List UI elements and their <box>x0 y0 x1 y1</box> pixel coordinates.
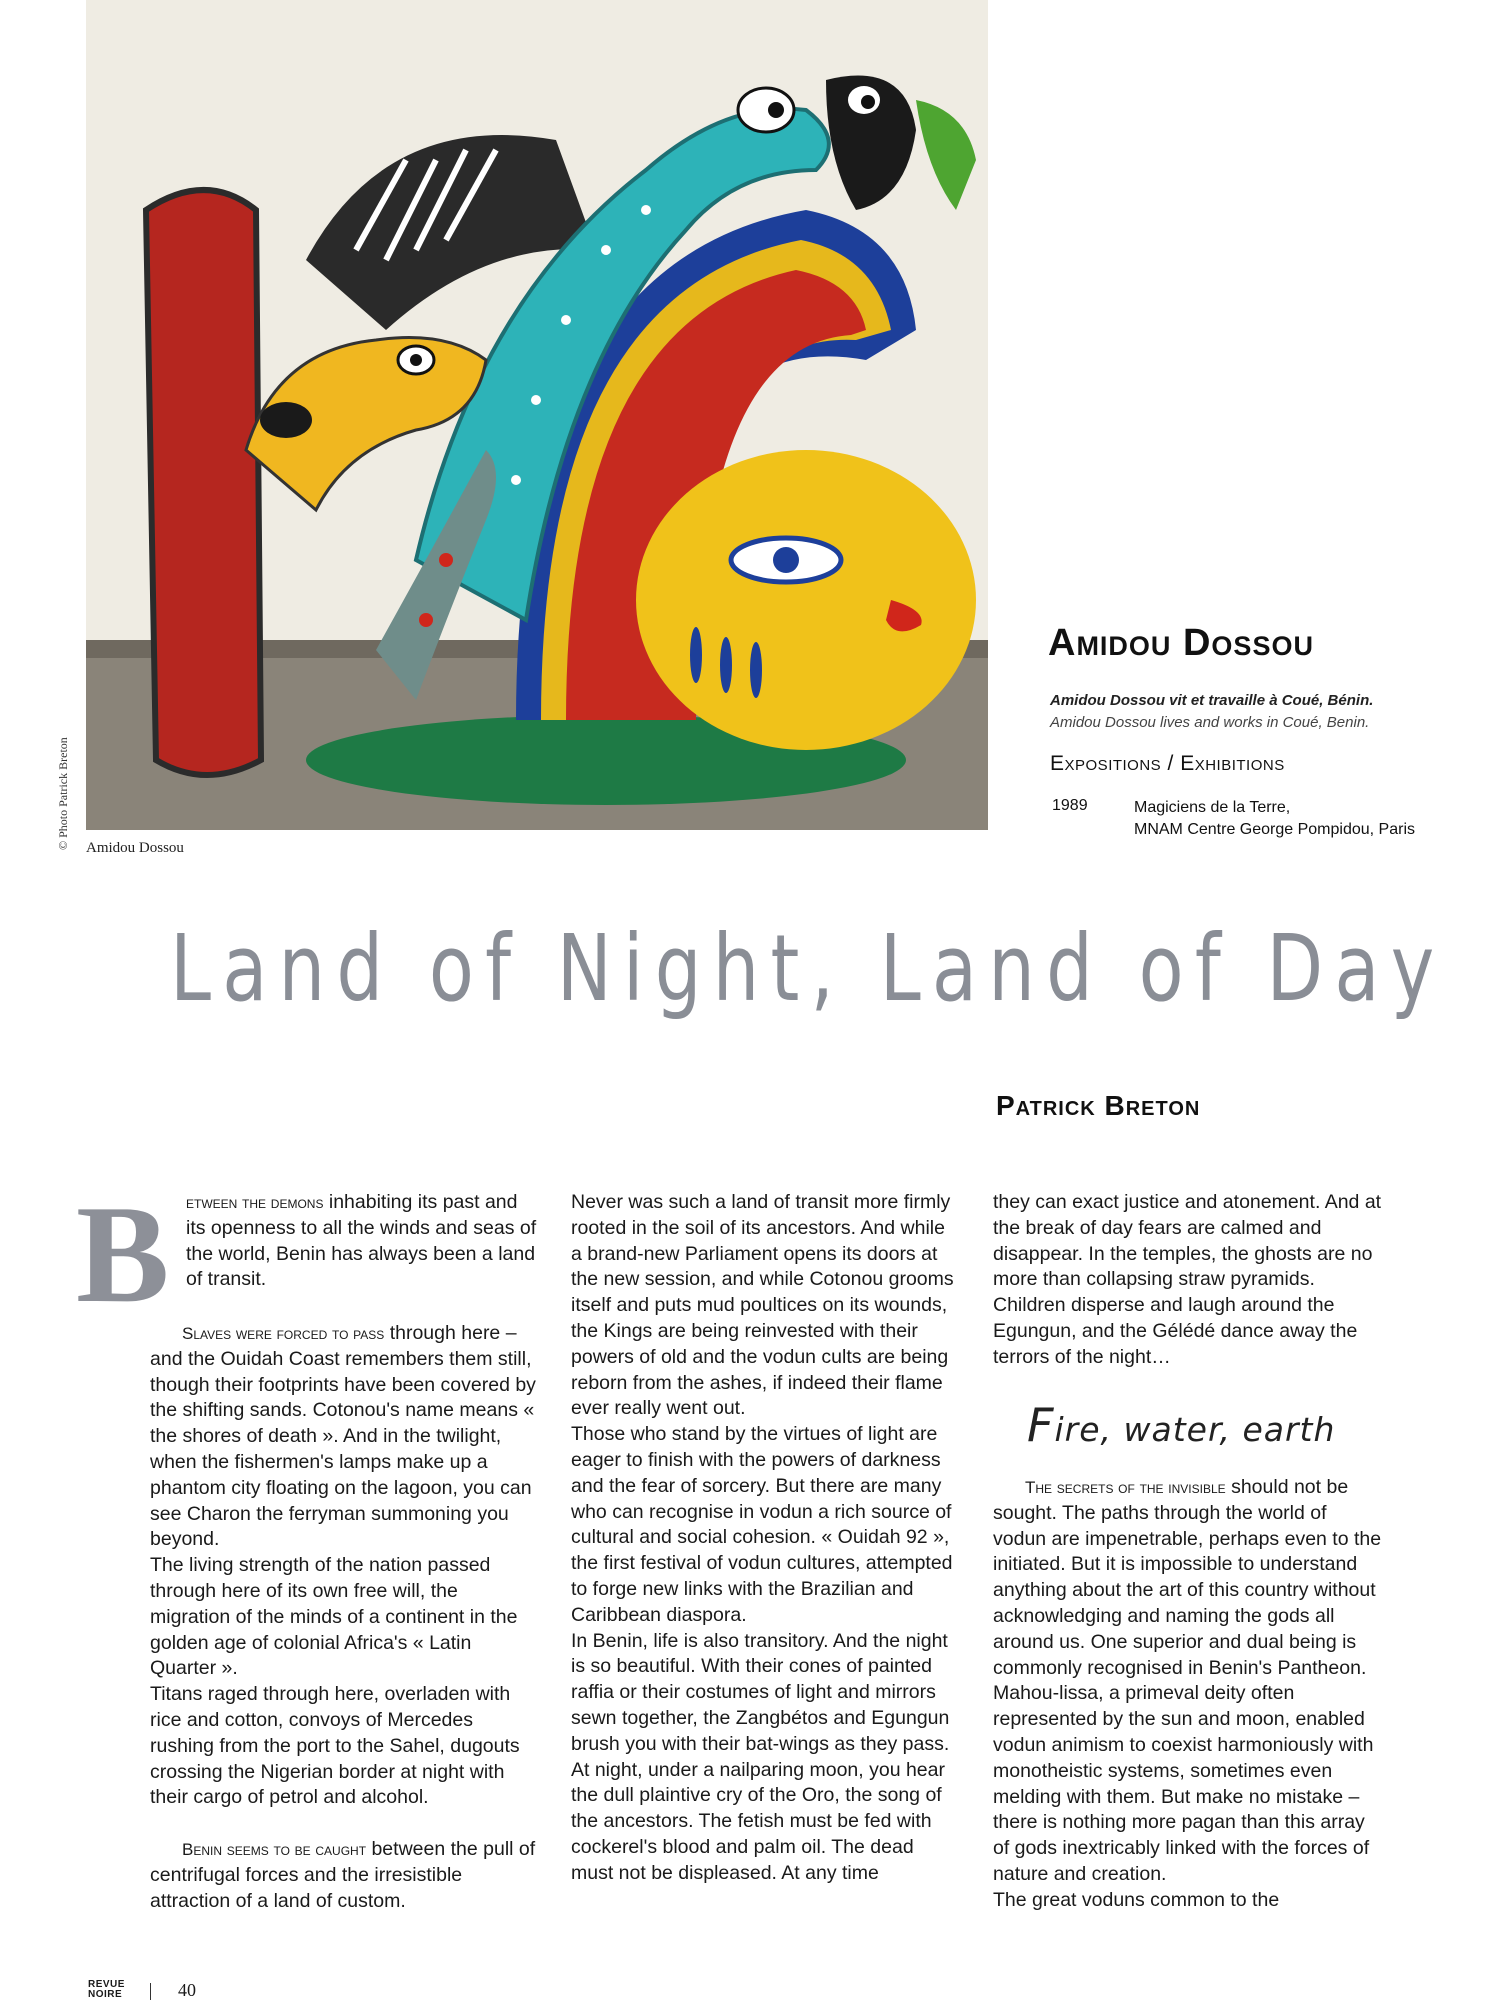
paragraph: In Benin, life is also transitory. And the night is so beautiful. With their cones of painted raffia or their costumes of light and mirrors sewn together, the Zangbétos and Egungun brush you with their bat-wings as they pass. At night, under a nailparing moon, you hear the dull plaintive cry of the Oro, the song of the ancestors. The fetish must be fed with cockerel's blood and palm oil. The dead must not be displeased. At any time <box>571 1629 950 1884</box>
paragraph: Benin seems to be caught between the pull of centrifugal forces and the irresistible attraction of a land of custom. <box>150 1837 536 1912</box>
artist-name: Amidou Dossou <box>1048 622 1314 664</box>
intro-lead: etween the demons <box>186 1193 324 1212</box>
section-heading: Fire, water, earth <box>1027 1398 1336 1452</box>
photo-credit: © Photo Patrick Breton <box>56 737 70 850</box>
article-title: Land of Night, Land of Day <box>170 915 1446 1022</box>
paragraph: The great voduns common to the <box>993 1888 1280 1911</box>
exhibition-place <box>1134 797 1415 841</box>
artist-bio-english: Amidou Dossou lives and works in Coué, Benin. <box>1050 714 1370 731</box>
photo-caption: Amidou Dossou <box>86 840 184 856</box>
exhibition-year: 1989 <box>1052 797 1088 814</box>
sculpture-illustration <box>86 0 988 830</box>
paragraph: The living strength of the nation passed through here of its own free will, the migration of the minds of a continent in the golden age of colonial Africa's « Latin Quarter ». <box>150 1554 518 1680</box>
paragraph: Slaves were forced to pass through here – and the Ouidah Coast remembers them still, though their footprints have been covered by the shifting sands. Cotonou's name means « the shores of death ». And in the twilight, when the fishermen's lamps make up a phantom city floating on the lagoon, you can see Charon the ferryman summoning you beyond. <box>150 1322 536 1551</box>
intro-rest: inhabiting its past and its openness to all the winds and seas of the world, Benin has always been a land of transit. <box>186 1191 537 1291</box>
page-number: 40 <box>178 1980 196 2000</box>
paragraph: Titans raged through here, overladen with rice and cotton, convoys of Mercedes rushing from the port to the Sahel, dugouts crossing the Nigerian border at night with their cargo of petrol and alcohol. <box>150 1683 520 1809</box>
magazine-logo: REVUE NOIRE <box>88 1979 125 2000</box>
paragraph: The secrets of the invisible should not be sought. The paths through the world of vodun are impenetrable, perhaps even to the initiated. But it is impossible to understand anything about the art of this country without acknowledging and naming the gods all around us. One superior and dual being is commonly recognised in Benin's Pantheon. Mahou-lissa, a primeval deity often represented by the sun and moon, enabled vodun animism to coexist harmoniously with monotheistic systems, sometimes even melding with them. But make no mistake – there is nothing more pagan than this array of gods inextricably linked with the forces of nature and creation. <box>993 1476 1382 1885</box>
paragraph-lead: The secrets of the invisible <box>1025 1478 1226 1497</box>
paragraph: they can exact justice and atonement. And at the break of day fears are calmed and disappear. In the temples, the ghosts are no more than collapsing straw pyramids. Children disperse and laugh around the Egungun, and the Gélédé dance away the terrors of the night… <box>993 1191 1382 1368</box>
column-3-continued <box>993 1475 1383 1914</box>
paragraph-lead: Benin seems to be caught <box>182 1839 367 1859</box>
exhibition-place-line1: Magiciens de la Terre, <box>1134 799 1291 816</box>
paragraph: Those who stand by the virtues of light are eager to finish with the powers of darkness and the fear of sorcery. But there are many who can recognise in vodun a rich source of cultural and social cohesion. « Ouidah 92 », the first festival of vodun cultures, attempted to forge new links with the Brazilian and Caribbean diaspora. <box>571 1423 953 1626</box>
column-1 <box>150 1321 542 1914</box>
column-2 <box>571 1190 961 1887</box>
intro-paragraph <box>186 1190 542 1293</box>
paragraph-lead: Slaves were forced to pass <box>182 1324 385 1343</box>
paragraph: Never was such a land of transit more firmly rooted in the soil of its ancestors. And while a brand-new Parliament opens its doors at the new session, and while Cotonou grooms itself and puts mud poultices on its wounds, the Kings are being reinvested with their powers of old and the vodun cults are being reborn from the ashes, if indeed their flame ever really went out. <box>571 1191 954 1420</box>
column-3 <box>993 1190 1383 1371</box>
sculpture-photo <box>86 0 988 830</box>
exhibition-place-line2: MNAM Centre George Pompidou, Paris <box>1134 821 1415 838</box>
article-author: Patrick Breton <box>996 1090 1201 1121</box>
artist-bio-french: Amidou Dossou vit et travaille à Coué, Bénin. <box>1050 692 1374 709</box>
column-1-intro <box>186 1190 542 1293</box>
drop-cap: B <box>76 1177 170 1332</box>
footer-divider <box>150 1983 151 2000</box>
exhibitions-heading: Expositions / Exhibitions <box>1050 752 1285 775</box>
